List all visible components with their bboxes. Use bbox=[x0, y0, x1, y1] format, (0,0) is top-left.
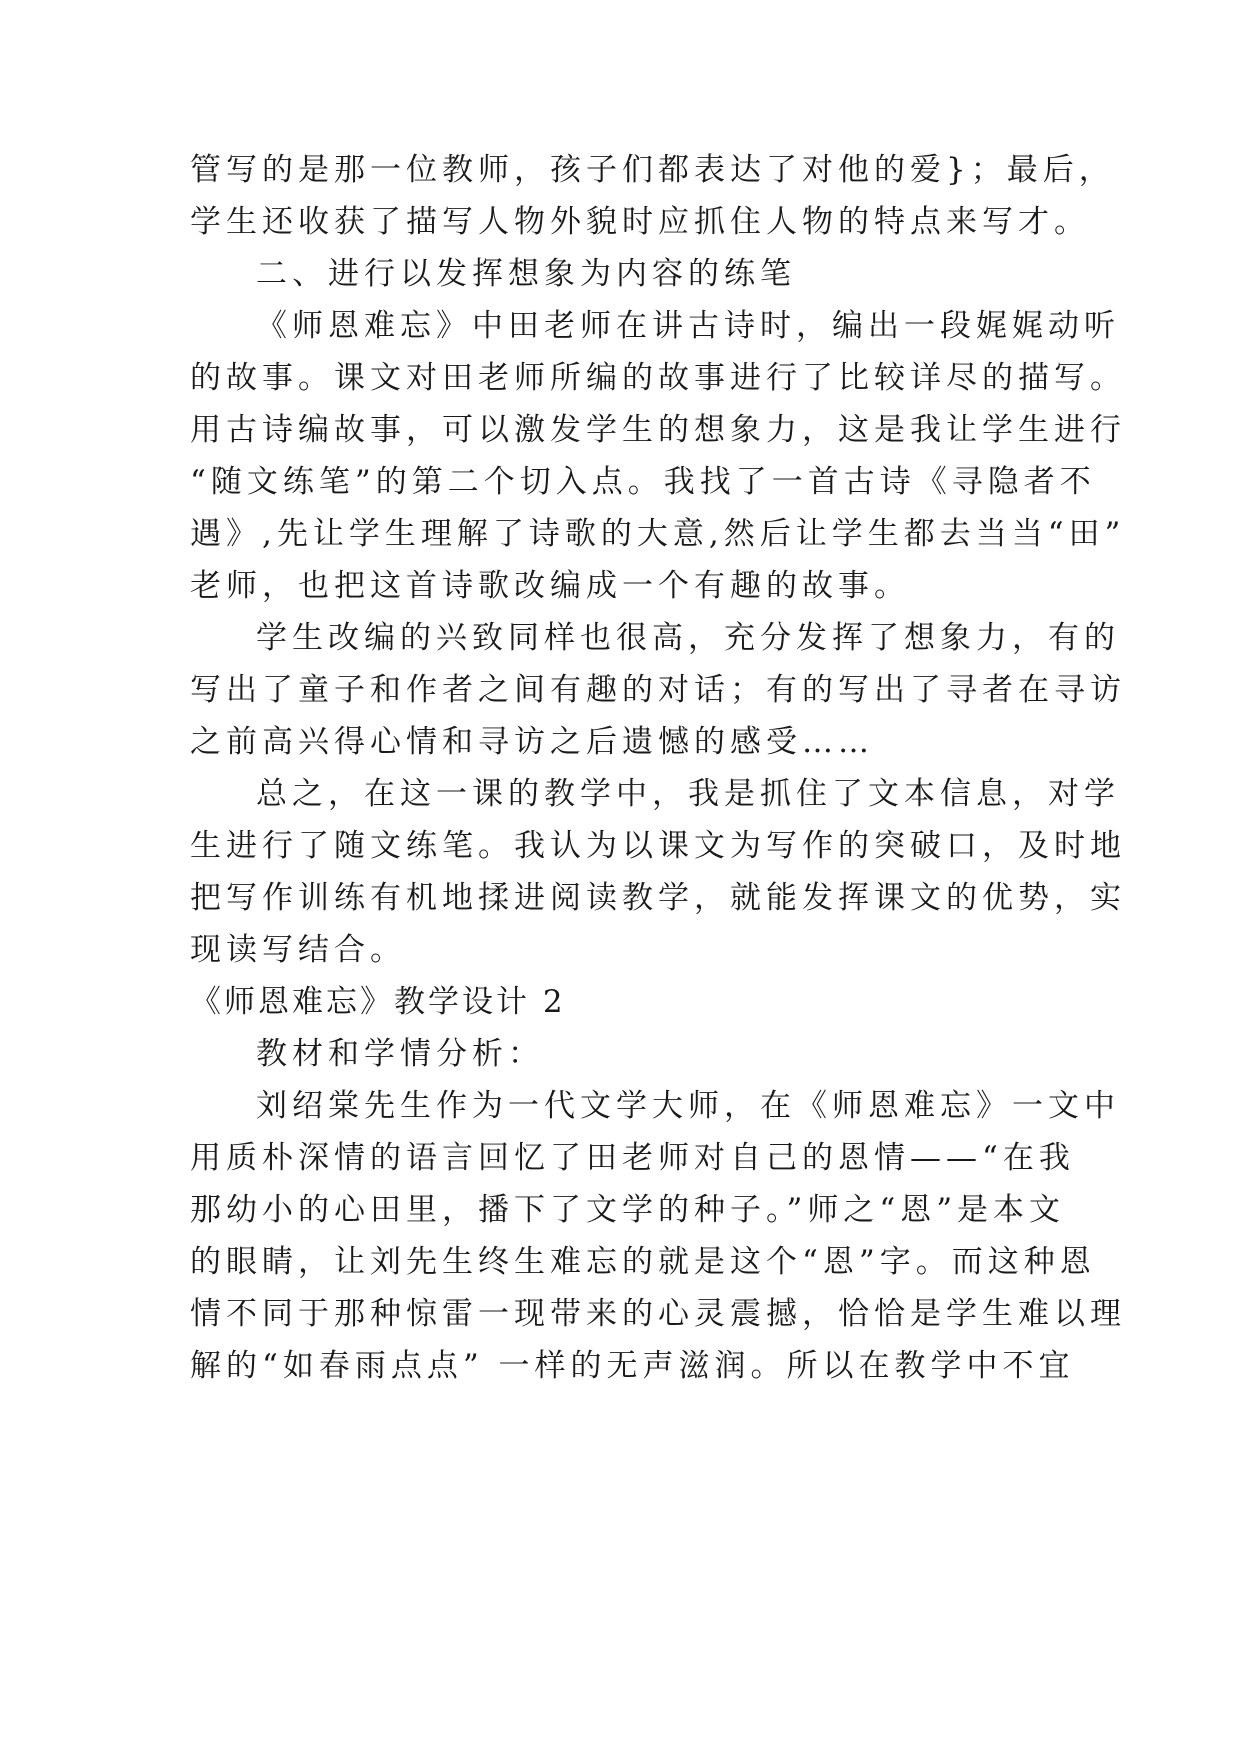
text-line: 解的“如春雨点点” 一样的无声滋润。所以在教学中不宜 bbox=[190, 1348, 1075, 1384]
section-heading: 二、进行以发挥想象为内容的练笔 bbox=[256, 256, 796, 292]
text-line: 把写作训练有机地揉进阅读教学，就能发挥课文的优势，实 bbox=[190, 880, 1126, 916]
text-line: 《师恩难忘》中田老师在讲古诗时，编出一段娓娓动听 bbox=[256, 308, 1120, 344]
text-line: 学生还收获了描写人物外貌时应抓住人物的特点来写才。 bbox=[190, 204, 1090, 240]
text-line: 刘绍棠先生作为一代文学大师，在《师恩难忘》一文中 bbox=[256, 1088, 1120, 1124]
text-line: 现读写结合。 bbox=[190, 932, 406, 968]
text-line: 生进行了随文练笔。我认为以课文为写作的突破口，及时地 bbox=[190, 828, 1126, 864]
text-line: 用古诗编故事，可以激发学生的想象力，这是我让学生进行 bbox=[190, 412, 1126, 448]
text-line: 老师，也把这首诗歌改编成一个有趣的故事。 bbox=[190, 568, 910, 604]
text-line: 遇》,先让学生理解了诗歌的大意,然后让学生都去当当“田” bbox=[190, 516, 1126, 552]
text-line: 写出了童子和作者之间有趣的对话；有的写出了寻者在寻访 bbox=[190, 672, 1126, 708]
text-line: 管写的是那一位教师，孩子们都表达了对他的爱}；最后， bbox=[190, 152, 1115, 188]
text-line: 情不同于那种惊雷一现带来的心灵震撼，恰恰是学生难以理 bbox=[190, 1296, 1126, 1332]
text-line: 用质朴深情的语言回忆了田老师对自己的恩情——“在我 bbox=[190, 1140, 1075, 1176]
text-line: 总之，在这一课的教学中，我是抓住了文本信息，对学 bbox=[256, 776, 1120, 812]
text-line: 学生改编的兴致同样也很高，充分发挥了想象力，有的 bbox=[256, 620, 1120, 656]
document-title: 《师恩难忘》教学设计 2 bbox=[190, 984, 566, 1020]
text-line: 的眼睛，让刘先生终生难忘的就是这个“恩”字。而这种恩 bbox=[190, 1244, 1096, 1280]
text-line: “随文练笔”的第二个切入点。我找了一首古诗《寻隐者不 bbox=[190, 464, 1096, 500]
text-line: 的故事。课文对田老师所编的故事进行了比较详尽的描写。 bbox=[190, 360, 1126, 396]
section-heading: 教材和学情分析： bbox=[256, 1036, 544, 1072]
text-line: 之前高兴得心情和寻访之后遗憾的感受…… bbox=[190, 724, 874, 760]
text-line: 那幼小的心田里，播下了文学的种子。”师之“恩”是本文 bbox=[190, 1192, 1066, 1228]
